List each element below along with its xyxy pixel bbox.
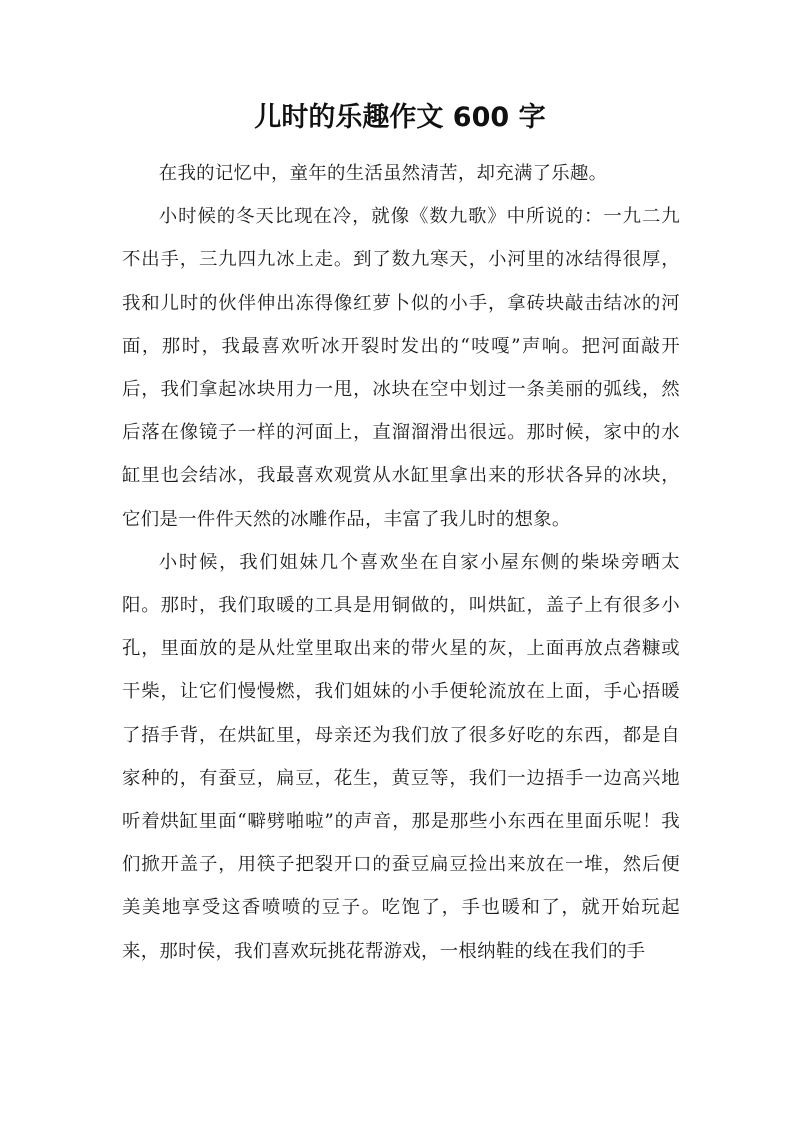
paragraph-1: 在我的记忆中，童年的生活虽然清苦，却充满了乐趣。 [158, 163, 608, 184]
paragraph-2: 小时候的冬天比现在冷，就像《数九歌》中所说的：一九二九不出手，三九四九冰上走。到了数九寒天，小河里的冰结得很厚，我和儿时的伙伴伸出冻得像红萝卜似的小手，拿砖块敲击结冰的河面，那时，我最喜欢听冰开裂时发出的“吱嘎”声响。把河面敲开后，我们拿起冰块用力一甩，冰块在空中划过一条美丽的弧线，然后落在像镜子一样的河面上，直溜溜滑出很远。那时候，家中的水缸里也会结冰，我最喜欢观赏从水缸里拿出来的形状各异的冰块，它们是一件件天然的冰雕作品，丰富了我儿时的想象。 [122, 206, 680, 530]
paragraph-3: 小时候，我们姐妹几个喜欢坐在自家小屋东侧的柴垛旁晒太阳。那时，我们取暖的工具是用铜做的，叫烘缸，盖子上有很多小孔，里面放的是从灶堂里取出来的带火星的灰，上面再放点砻糠或干柴，让它们慢慢燃，我们姐妹的小手便轮流放在上面，手心捂暖了捂手背，在烘缸里，母亲还为我们放了很多好吃的东西，都是自家种的，有蚕豆，扁豆，花生，黄豆等，我们一边捂手一边高兴地听着烘缸里面“噼劈啪啦”的声音，那是那些小东西在里面乐呢！我们掀开盖子，用筷子把裂开口的蚕豆扁豆捡出来放在一堆，然后便美美地享受这香喷喷的豆子。吃饱了，手也暖和了，就开始玩起来，那时侯，我们喜欢玩挑花帮游戏，一根纳鞋的线在我们的手 [122, 551, 680, 962]
document-title: 儿时的乐趣作文 600 字 [254, 102, 546, 133]
document-body [122, 152, 680, 973]
